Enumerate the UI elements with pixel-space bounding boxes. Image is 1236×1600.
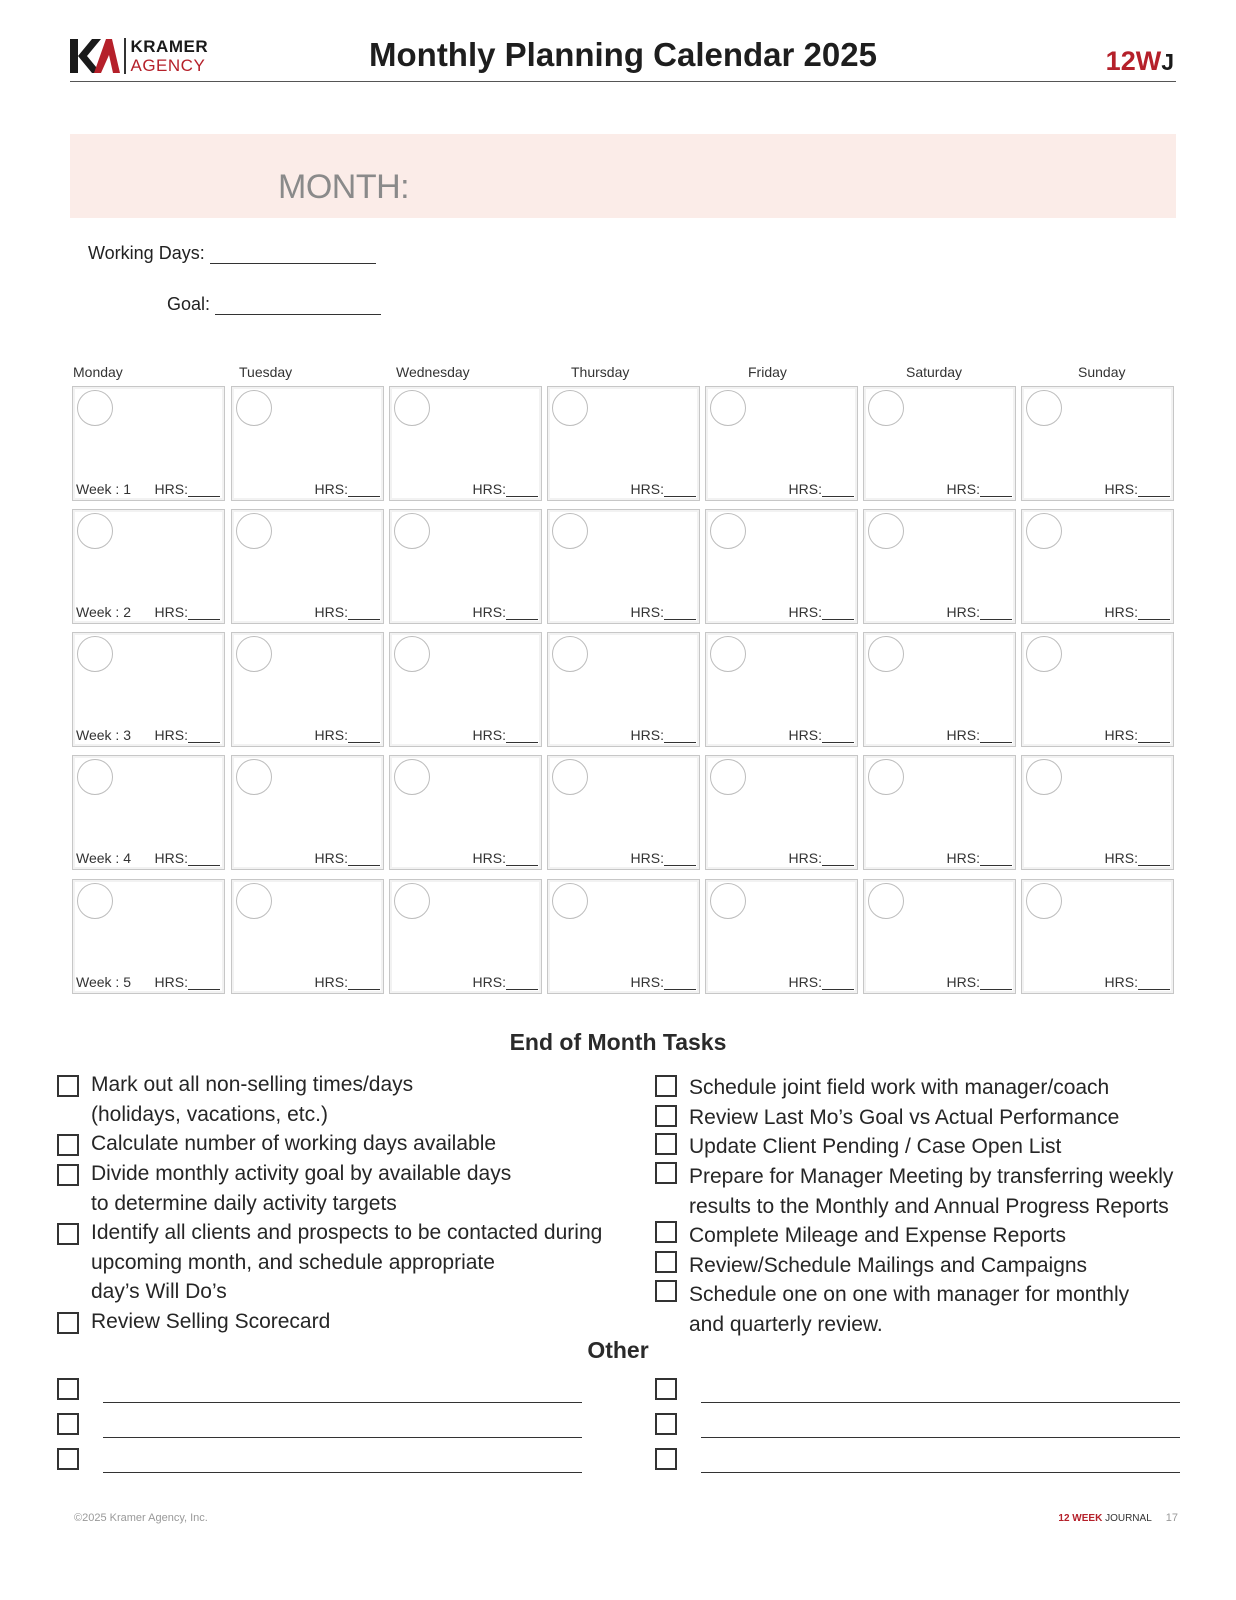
date-circle[interactable] — [394, 636, 430, 672]
day-cell[interactable] — [1021, 755, 1174, 870]
copyright: ©2025 Kramer Agency, Inc. — [74, 1512, 208, 1524]
day-cell[interactable] — [389, 632, 542, 747]
task-text: Prepare for Manager Meeting by transferring weekly — [689, 1165, 1174, 1188]
task-checkbox[interactable] — [655, 1133, 677, 1155]
goal-field[interactable] — [167, 294, 381, 315]
hrs-label: HRS: — [788, 481, 822, 497]
task-text: Update Client Pending / Case Open List — [689, 1135, 1062, 1158]
other-write-line[interactable] — [701, 1402, 1180, 1403]
working-days-label: Working Days: — [88, 243, 205, 263]
task-text: to determine daily activity targets — [91, 1191, 397, 1215]
task-checkbox[interactable] — [655, 1075, 677, 1097]
hrs-field[interactable] — [631, 850, 696, 866]
other-checkbox[interactable] — [57, 1378, 79, 1400]
date-circle[interactable] — [552, 883, 588, 919]
day-cell[interactable] — [72, 755, 225, 870]
hrs-blank[interactable] — [822, 977, 854, 990]
hrs-blank[interactable] — [506, 484, 538, 497]
hrs-field[interactable] — [155, 974, 220, 990]
hrs-label: HRS: — [1104, 604, 1138, 620]
hrs-blank[interactable] — [822, 730, 854, 743]
hrs-field[interactable] — [155, 481, 220, 497]
hrs-blank[interactable] — [980, 730, 1012, 743]
day-cell[interactable] — [705, 386, 858, 501]
task-text: Schedule joint field work with manager/coach — [689, 1076, 1110, 1099]
date-circle[interactable] — [236, 883, 272, 919]
other-write-line[interactable] — [701, 1472, 1180, 1473]
goal-line[interactable] — [215, 297, 381, 315]
date-circle[interactable] — [868, 636, 904, 672]
day-cell[interactable] — [863, 879, 1016, 994]
task-text: Divide monthly activity goal by available days — [91, 1162, 512, 1185]
day-cell[interactable] — [1021, 632, 1174, 747]
task-text: Review Last Mo’s Goal vs Actual Performance — [689, 1106, 1120, 1129]
task-checkbox[interactable] — [57, 1134, 79, 1156]
hrs-field[interactable] — [1105, 604, 1170, 620]
hrs-blank[interactable] — [348, 607, 380, 620]
footer-journal — [1058, 1512, 1178, 1524]
hrs-label: HRS: — [314, 727, 348, 743]
hrs-blank[interactable] — [664, 484, 696, 497]
day-header-sunday: Sunday — [1078, 364, 1126, 380]
12wj-brand-logo — [1106, 46, 1174, 77]
date-circle[interactable] — [236, 513, 272, 549]
day-header-monday: Monday — [73, 364, 123, 380]
hrs-label: HRS: — [314, 974, 348, 990]
hrs-field[interactable] — [473, 604, 538, 620]
hrs-blank[interactable] — [188, 853, 220, 866]
hrs-field[interactable] — [631, 974, 696, 990]
end-of-month-tasks-title: End of Month Tasks — [509, 1029, 727, 1055]
task-checkbox[interactable] — [655, 1221, 677, 1243]
hrs-label: HRS: — [314, 604, 348, 620]
task-text: (holidays, vacations, etc.) — [91, 1102, 328, 1126]
hrs-label: HRS: — [472, 850, 506, 866]
hrs-label: HRS: — [946, 604, 980, 620]
hrs-field[interactable] — [1105, 850, 1170, 866]
hrs-blank[interactable] — [1138, 730, 1170, 743]
hrs-label: HRS: — [154, 974, 188, 990]
hrs-label: HRS: — [472, 604, 506, 620]
hrs-label: HRS: — [1104, 727, 1138, 743]
date-circle[interactable] — [710, 513, 746, 549]
day-header-saturday: Saturday — [906, 364, 963, 380]
hrs-label: HRS: — [946, 850, 980, 866]
hrs-blank[interactable] — [506, 977, 538, 990]
hrs-field[interactable] — [1105, 481, 1170, 497]
hrs-blank[interactable] — [506, 853, 538, 866]
month-band — [70, 134, 1176, 218]
date-circle[interactable] — [77, 759, 113, 795]
journal-name-rest: JOURNAL — [1102, 1513, 1152, 1524]
day-cell[interactable] — [389, 879, 542, 994]
hrs-field[interactable] — [947, 974, 1012, 990]
task-text: results to the Monthly and Annual Progress Reports — [689, 1194, 1169, 1218]
hrs-blank[interactable] — [664, 730, 696, 743]
day-cell[interactable] — [547, 755, 700, 870]
date-circle[interactable] — [710, 390, 746, 426]
hrs-blank[interactable] — [188, 977, 220, 990]
day-header-thursday: Thursday — [571, 364, 630, 380]
week-label: Week : 2 — [76, 604, 131, 620]
day-cell[interactable] — [705, 755, 858, 870]
page-number: 17 — [1165, 1512, 1178, 1524]
date-circle[interactable] — [1026, 390, 1062, 426]
date-circle[interactable] — [394, 759, 430, 795]
hrs-blank[interactable] — [348, 853, 380, 866]
hrs-label: HRS: — [630, 850, 664, 866]
day-cell[interactable] — [72, 879, 225, 994]
hrs-field[interactable] — [315, 974, 380, 990]
day-cell[interactable] — [72, 386, 225, 501]
hrs-blank[interactable] — [664, 977, 696, 990]
day-cell[interactable] — [547, 632, 700, 747]
hrs-field[interactable] — [473, 850, 538, 866]
hrs-blank[interactable] — [980, 484, 1012, 497]
other-write-line[interactable] — [701, 1437, 1180, 1438]
hrs-field[interactable] — [947, 727, 1012, 743]
date-circle[interactable] — [552, 390, 588, 426]
hrs-blank[interactable] — [980, 977, 1012, 990]
goal-label: Goal: — [167, 294, 211, 314]
date-circle[interactable] — [868, 883, 904, 919]
day-cell[interactable] — [705, 879, 858, 994]
hrs-label: HRS: — [630, 481, 664, 497]
hrs-label: HRS: — [154, 604, 188, 620]
date-circle[interactable] — [236, 759, 272, 795]
day-cell[interactable] — [1021, 509, 1174, 624]
hrs-blank[interactable] — [664, 607, 696, 620]
date-circle[interactable] — [1026, 513, 1062, 549]
task-text: and quarterly review. — [689, 1312, 883, 1336]
hrs-field[interactable] — [789, 604, 854, 620]
day-cell[interactable] — [705, 632, 858, 747]
hrs-blank[interactable] — [822, 853, 854, 866]
hrs-label: HRS: — [154, 481, 188, 497]
hrs-field[interactable] — [1105, 974, 1170, 990]
task-checkbox[interactable] — [57, 1164, 79, 1186]
hrs-field[interactable] — [315, 850, 380, 866]
task-checkbox[interactable] — [655, 1105, 677, 1127]
day-cell[interactable] — [863, 755, 1016, 870]
date-circle[interactable] — [1026, 636, 1062, 672]
hrs-field[interactable] — [315, 727, 380, 743]
week-label: Week : 5 — [76, 974, 131, 990]
hrs-blank[interactable] — [348, 977, 380, 990]
day-header-tuesday: Tuesday — [239, 364, 293, 380]
hrs-blank[interactable] — [822, 484, 854, 497]
day-cell[interactable] — [72, 632, 225, 747]
hrs-field[interactable] — [947, 481, 1012, 497]
month-label: MONTH: — [278, 168, 410, 206]
day-cell[interactable] — [231, 879, 384, 994]
hrs-blank[interactable] — [980, 853, 1012, 866]
day-cell[interactable] — [231, 755, 384, 870]
hrs-label: HRS: — [788, 727, 822, 743]
date-circle[interactable] — [868, 513, 904, 549]
hrs-label: HRS: — [630, 974, 664, 990]
brand-j: J — [1161, 49, 1174, 75]
hrs-blank[interactable] — [188, 730, 220, 743]
hrs-blank[interactable] — [1138, 853, 1170, 866]
day-header-friday: Friday — [748, 364, 787, 380]
hrs-blank[interactable] — [664, 853, 696, 866]
task-text: Complete Mileage and Expense Reports — [689, 1224, 1067, 1247]
other-checkbox[interactable] — [655, 1448, 677, 1470]
day-cell[interactable] — [389, 509, 542, 624]
date-circle[interactable] — [236, 390, 272, 426]
day-cell[interactable] — [547, 509, 700, 624]
date-circle[interactable] — [77, 883, 113, 919]
hrs-label: HRS: — [154, 727, 188, 743]
date-circle[interactable] — [552, 636, 588, 672]
hrs-field[interactable] — [473, 727, 538, 743]
task-text: upcoming month, and schedule appropriate — [91, 1250, 495, 1274]
day-cell[interactable] — [231, 386, 384, 501]
hrs-blank[interactable] — [188, 484, 220, 497]
date-circle[interactable] — [77, 636, 113, 672]
task-text: Identify all clients and prospects to be contacted during — [91, 1221, 603, 1244]
date-circle[interactable] — [710, 759, 746, 795]
task-checkbox[interactable] — [655, 1162, 677, 1184]
task-text: Review/Schedule Mailings and Campaigns — [689, 1254, 1088, 1277]
hrs-field[interactable] — [473, 974, 538, 990]
day-cell[interactable] — [389, 755, 542, 870]
hrs-blank[interactable] — [980, 607, 1012, 620]
other-write-line[interactable] — [103, 1472, 582, 1473]
hrs-label: HRS: — [630, 727, 664, 743]
date-circle[interactable] — [710, 636, 746, 672]
date-circle[interactable] — [236, 636, 272, 672]
day-cell[interactable] — [72, 509, 225, 624]
day-cell[interactable] — [705, 509, 858, 624]
hrs-label: HRS: — [1104, 850, 1138, 866]
date-circle[interactable] — [710, 883, 746, 919]
hrs-field[interactable] — [315, 481, 380, 497]
other-checkbox[interactable] — [57, 1413, 79, 1435]
hrs-blank[interactable] — [348, 484, 380, 497]
hrs-blank[interactable] — [188, 607, 220, 620]
date-circle[interactable] — [868, 759, 904, 795]
hrs-label: HRS: — [472, 727, 506, 743]
task-checkbox[interactable] — [57, 1075, 79, 1097]
task-checkbox[interactable] — [57, 1312, 79, 1334]
day-cell[interactable] — [863, 386, 1016, 501]
hrs-field[interactable] — [789, 727, 854, 743]
task-text: day’s Will Do’s — [91, 1280, 227, 1304]
page-header — [70, 30, 1176, 82]
other-write-line[interactable] — [103, 1402, 582, 1403]
hrs-field[interactable] — [155, 727, 220, 743]
date-circle[interactable] — [552, 759, 588, 795]
other-checkbox[interactable] — [655, 1413, 677, 1435]
date-circle[interactable] — [394, 390, 430, 426]
brand-12w: 12W — [1105, 46, 1162, 76]
hrs-label: HRS: — [946, 727, 980, 743]
hrs-field[interactable] — [947, 604, 1012, 620]
page-title: Monthly Planning Calendar 2025 — [369, 36, 877, 73]
day-cell[interactable] — [547, 879, 700, 994]
logo-line2: AGENCY — [130, 56, 206, 75]
hrs-blank[interactable] — [1138, 607, 1170, 620]
day-cell[interactable] — [863, 509, 1016, 624]
hrs-blank[interactable] — [506, 607, 538, 620]
task-text: Calculate number of working days available — [91, 1132, 497, 1155]
hrs-label: HRS: — [314, 850, 348, 866]
day-cell[interactable] — [547, 386, 700, 501]
hrs-field[interactable] — [789, 481, 854, 497]
task-text: Review Selling Scorecard — [91, 1310, 331, 1333]
hrs-field[interactable] — [789, 850, 854, 866]
hrs-field[interactable] — [947, 850, 1012, 866]
day-cell[interactable] — [231, 632, 384, 747]
day-cell[interactable] — [389, 386, 542, 501]
date-circle[interactable] — [394, 513, 430, 549]
day-cell[interactable] — [1021, 879, 1174, 994]
hrs-label: HRS: — [630, 604, 664, 620]
journal-name-red: 12 WEEK — [1058, 1513, 1103, 1524]
day-cell[interactable] — [231, 509, 384, 624]
date-circle[interactable] — [1026, 759, 1062, 795]
other-checkbox[interactable] — [655, 1378, 677, 1400]
hrs-blank[interactable] — [1138, 484, 1170, 497]
week-label: Week : 4 — [76, 850, 131, 866]
hrs-field[interactable] — [155, 604, 220, 620]
hrs-label: HRS: — [472, 481, 506, 497]
other-checkbox[interactable] — [57, 1448, 79, 1470]
logo-line1: KRAMER — [130, 37, 209, 56]
hrs-label: HRS: — [1104, 481, 1138, 497]
hrs-label: HRS: — [946, 481, 980, 497]
task-checkbox[interactable] — [655, 1251, 677, 1273]
task-text: Schedule one on one with manager for monthly — [689, 1283, 1130, 1306]
hrs-label: HRS: — [314, 481, 348, 497]
hrs-label: HRS: — [946, 974, 980, 990]
hrs-label: HRS: — [1104, 974, 1138, 990]
task-checkbox[interactable] — [655, 1280, 677, 1302]
hrs-field[interactable] — [473, 481, 538, 497]
task-checkbox[interactable] — [57, 1223, 79, 1245]
working-days-field[interactable] — [88, 243, 376, 264]
date-circle[interactable] — [552, 513, 588, 549]
week-label: Week : 1 — [76, 481, 131, 497]
date-circle[interactable] — [77, 513, 113, 549]
hrs-field[interactable] — [631, 604, 696, 620]
date-circle[interactable] — [1026, 883, 1062, 919]
hrs-label: HRS: — [788, 974, 822, 990]
hrs-label: HRS: — [788, 850, 822, 866]
date-circle[interactable] — [868, 390, 904, 426]
other-title: Other — [587, 1337, 649, 1363]
other-write-line[interactable] — [103, 1437, 582, 1438]
hrs-field[interactable] — [631, 727, 696, 743]
hrs-blank[interactable] — [1138, 977, 1170, 990]
hrs-label: HRS: — [472, 974, 506, 990]
day-cell[interactable] — [863, 632, 1016, 747]
hrs-blank[interactable] — [348, 730, 380, 743]
hrs-field[interactable] — [631, 481, 696, 497]
day-header-wednesday: Wednesday — [396, 364, 470, 380]
working-days-line[interactable] — [210, 246, 376, 264]
hrs-blank[interactable] — [506, 730, 538, 743]
task-text: Mark out all non-selling times/days — [91, 1073, 414, 1096]
week-label: Week : 3 — [76, 727, 131, 743]
hrs-label: HRS: — [154, 850, 188, 866]
hrs-field[interactable] — [789, 974, 854, 990]
hrs-field[interactable] — [315, 604, 380, 620]
date-circle[interactable] — [77, 390, 113, 426]
hrs-blank[interactable] — [822, 607, 854, 620]
date-circle[interactable] — [394, 883, 430, 919]
hrs-field[interactable] — [155, 850, 220, 866]
hrs-field[interactable] — [1105, 727, 1170, 743]
day-cell[interactable] — [1021, 386, 1174, 501]
hrs-label: HRS: — [788, 604, 822, 620]
